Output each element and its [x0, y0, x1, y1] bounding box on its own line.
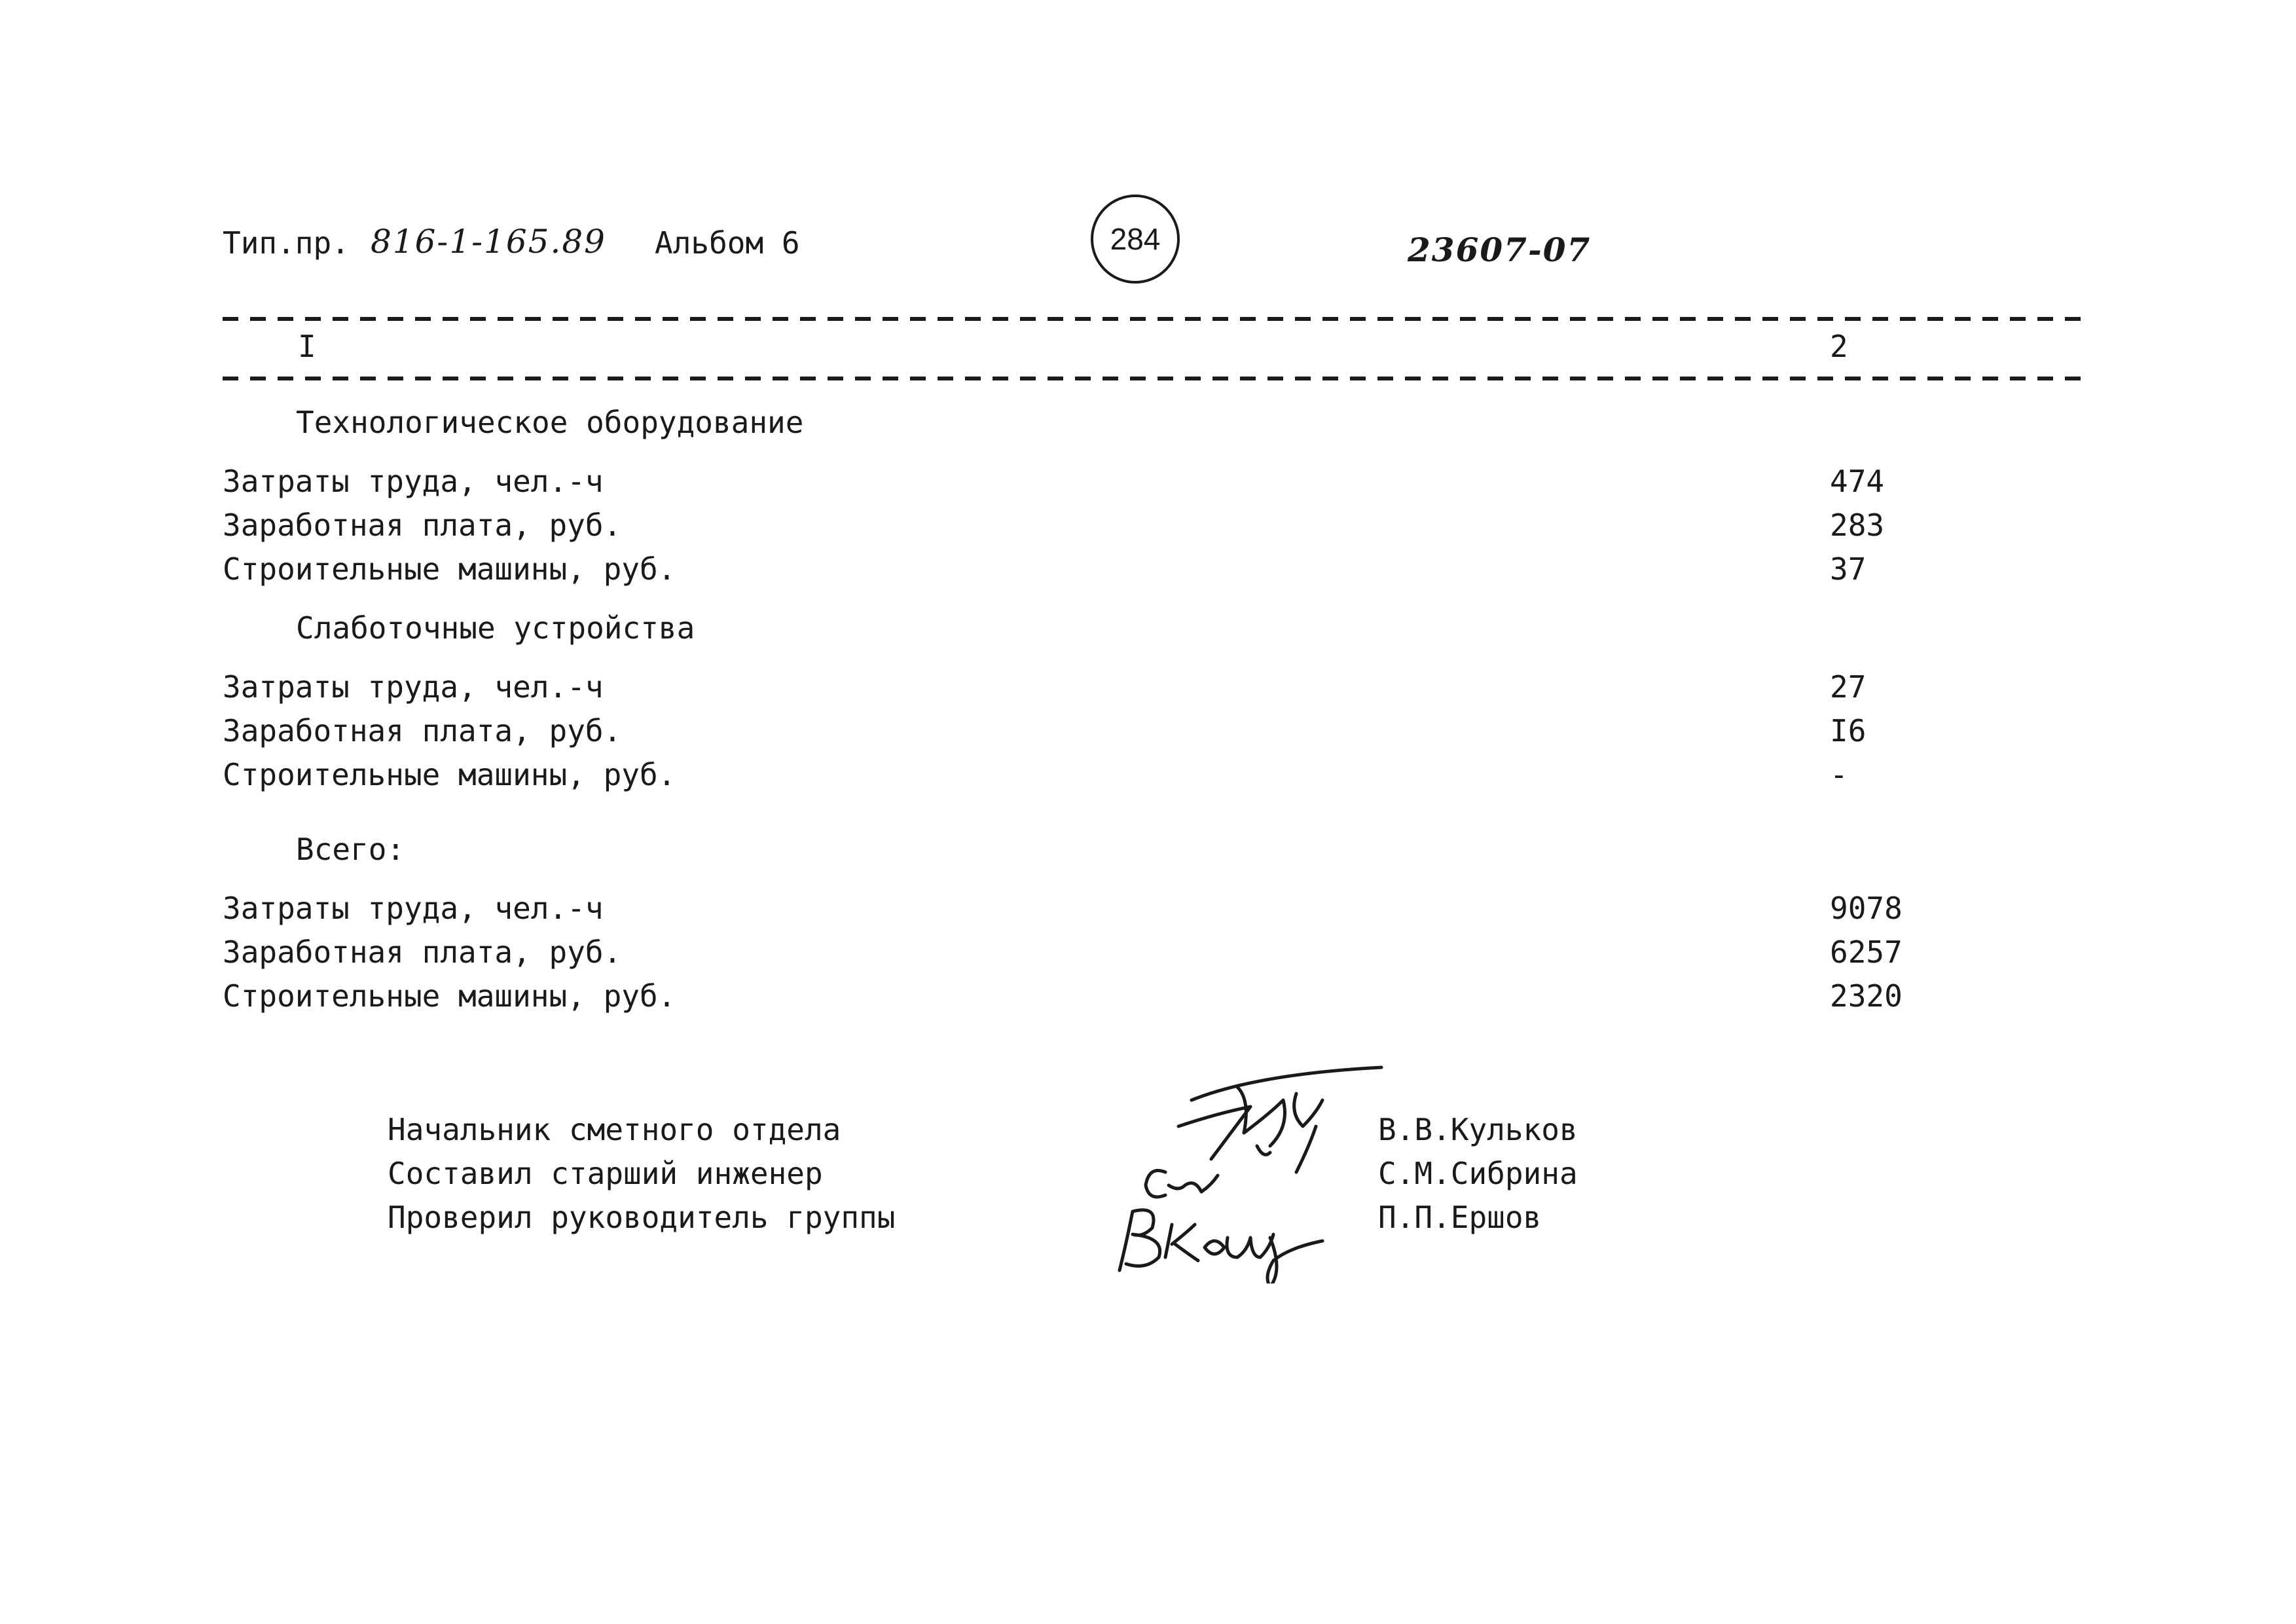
row-value: 283	[1830, 507, 1885, 543]
page-number-circle	[1091, 194, 1180, 284]
row-label: Затраты труда, чел.-ч	[223, 891, 604, 926]
signature-stroke	[1294, 1094, 1322, 1172]
section-title: Слаботочные устройства	[296, 610, 695, 646]
row-label: Заработная плата, руб.	[223, 934, 622, 970]
signature-role: Проверил руководитель группы	[388, 1200, 896, 1235]
row-label: Строительные машины, руб.	[223, 757, 676, 792]
signature-stroke	[1120, 1210, 1160, 1270]
doc-number: 23607-07	[1408, 231, 1592, 269]
row-label: Заработная плата, руб.	[223, 507, 622, 543]
row-label: Строительные машины, руб.	[223, 978, 676, 1014]
row-label: Затраты труда, чел.-ч	[223, 464, 604, 499]
signature-role: Составил старший инженер	[388, 1156, 823, 1191]
row-label: Строительные машины, руб.	[223, 551, 676, 587]
column-header-1: I	[298, 329, 316, 364]
album-label: Альбом 6	[655, 225, 800, 261]
section-title: Технологическое оборудование	[296, 405, 804, 440]
row-value: 6257	[1830, 934, 1903, 970]
row-value: 474	[1830, 464, 1885, 499]
header-separator	[223, 377, 2088, 380]
signature-stroke	[1169, 1175, 1218, 1192]
row-value: -	[1830, 757, 1848, 792]
row-value: 37	[1830, 551, 1867, 587]
signature-stroke	[1146, 1171, 1165, 1197]
row-value: 27	[1830, 669, 1867, 705]
row-value: I6	[1830, 713, 1867, 748]
column-header-2: 2	[1830, 329, 1848, 364]
signature-name: В.В.Кульков	[1378, 1112, 1578, 1147]
signature-name: П.П.Ершов	[1378, 1200, 1542, 1235]
page-number: 284	[1110, 222, 1161, 256]
signature-stroke	[1192, 1067, 1381, 1100]
row-value: 2320	[1830, 978, 1903, 1014]
signature-stroke	[1178, 1107, 1250, 1159]
project-code: 816-1-165.89	[371, 223, 606, 261]
row-label: Заработная плата, руб.	[223, 713, 622, 748]
handwritten-signatures-image	[1074, 1061, 1401, 1283]
row-label: Затраты труда, чел.-ч	[223, 669, 604, 705]
signature-stroke	[1205, 1234, 1273, 1257]
row-value: 9078	[1830, 891, 1903, 926]
header-prefix: Тип.пр.	[223, 225, 350, 261]
signature-role: Начальник сметного отдела	[388, 1112, 841, 1147]
signature-stroke	[1165, 1225, 1198, 1261]
signature-stroke	[1257, 1146, 1270, 1154]
section-title: Всего:	[296, 832, 405, 867]
signature-stroke	[1267, 1238, 1322, 1283]
signature-name: С.М.Сибрина	[1378, 1156, 1578, 1191]
signature-stroke	[1237, 1087, 1285, 1146]
top-separator	[223, 317, 2088, 321]
